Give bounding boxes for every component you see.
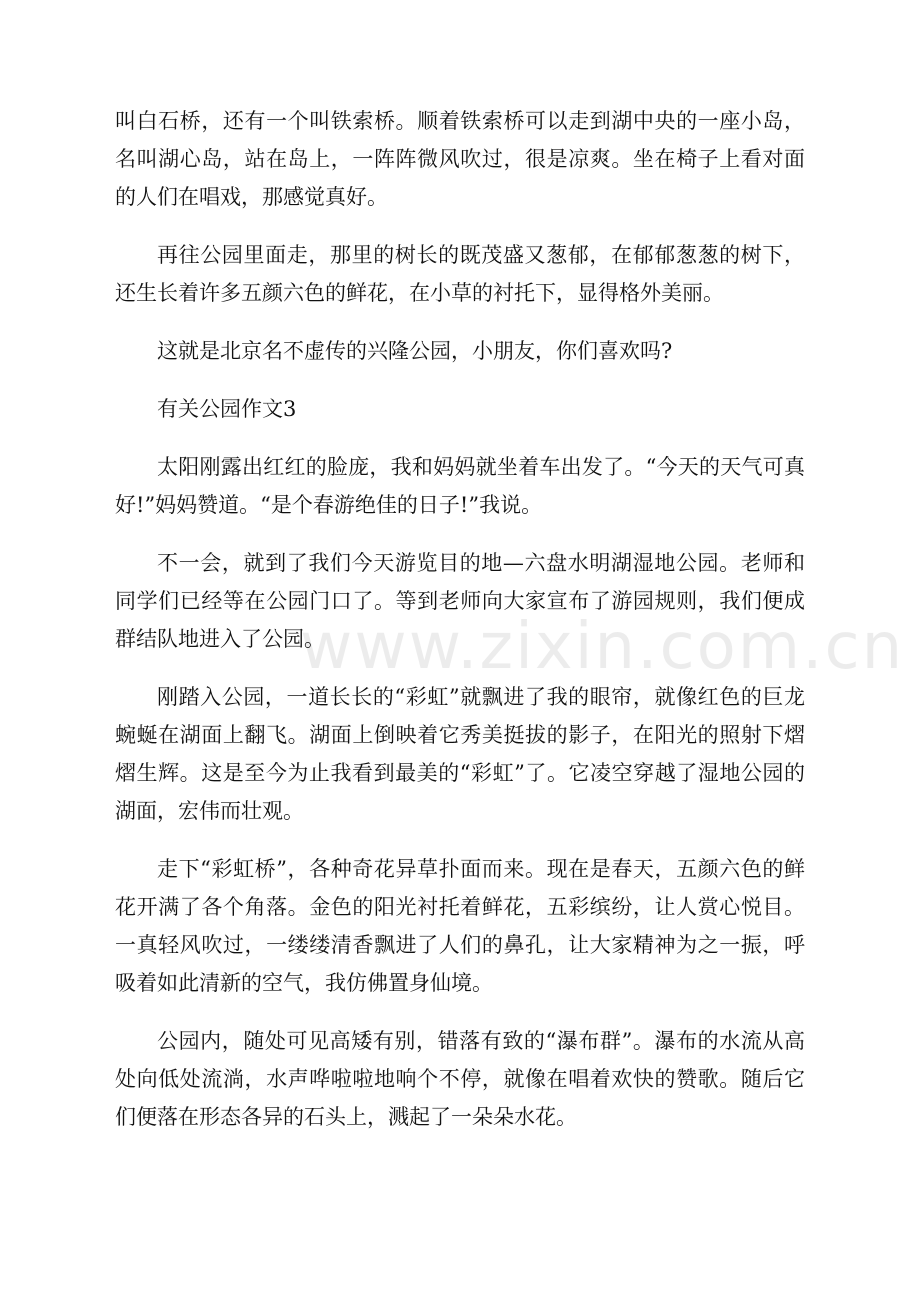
paragraph: 刚踏入公园，一道长长的“彩虹”就飘进了我的眼帘，就像红色的巨龙蜿蜒在湖面上翻飞。湖面上倒映着它秀美挺拔的影子，在阳光的照射下熠熠生辉。这是至今为止我看到最美的“彩虹”了。它凌空穿越了湿地公园的湖面，宏伟而壮观。	[115, 685, 805, 823]
paragraph: 走下“彩虹桥”，各种奇花异草扑面而来。现在是春天，五颜六色的鲜花开满了各个角落。金色的阳光衬托着鲜花，五彩缤纷，让人赏心悦目。一真轻风吹过，一缕缕清香飘进了人们的鼻孔，让大家精神为之一振，呼吸着如此清新的空气，我仿佛置身仙境。	[115, 857, 805, 995]
paragraph: 不一会，就到了我们今天游览目的地—六盘水明湖湿地公园。老师和同学们已经等在公园门口了。等到老师向大家宣布了游园规则，我们便成群结队地进入了公园。	[115, 551, 805, 651]
paragraph: 太阳刚露出红红的脸庞，我和妈妈就坐着车出发了。“今天的天气可真好!”妈妈赞道。“是个春游绝佳的日子!”我说。	[115, 455, 805, 517]
watermark: www.zixin.com.cn	[300, 610, 905, 684]
section-heading: 有关公园作文3	[157, 397, 297, 421]
paragraph-continuation: 叫白石桥，还有一个叫铁索桥。顺着铁索桥可以走到湖中央的一座小岛，名叫湖心岛，站在岛上，一阵阵微风吹过，很是凉爽。坐在椅子上看对面的人们在唱戏，那感觉真好。	[115, 109, 805, 209]
paragraph: 公园内，随处可见高矮有别，错落有致的“瀑布群”。瀑布的水流从高处向低处流淌，水声哗啦啦地响个不停，就像在唱着欢快的赞歌。随后它们便落在形态各异的石头上，溅起了一朵朵水花。	[115, 1029, 805, 1129]
paragraph: 再往公园里面走，那里的树长的既茂盛又葱郁，在郁郁葱葱的树下，还生长着许多五颜六色的鲜花，在小草的衬托下，显得格外美丽。	[115, 243, 805, 305]
paragraph: 这就是北京名不虚传的兴隆公园，小朋友，你们喜欢吗?	[157, 339, 673, 363]
document-body	[115, 102, 805, 1156]
